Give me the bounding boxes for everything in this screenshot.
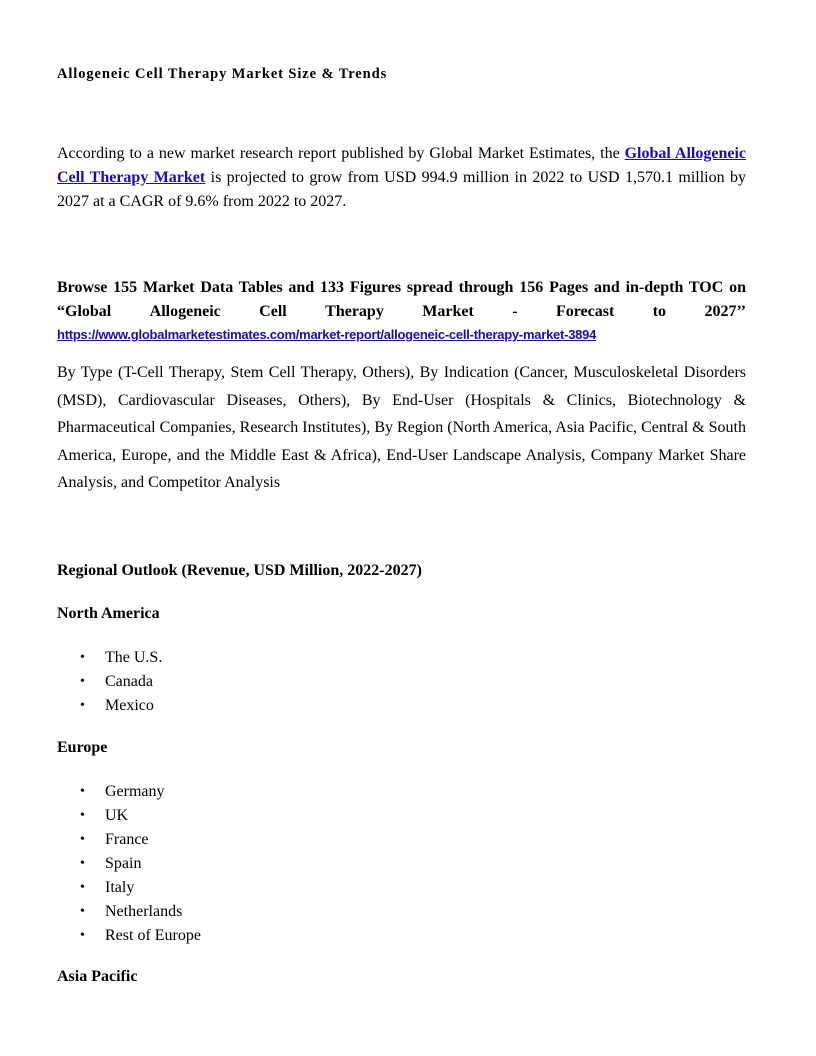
country-label: Mexico (105, 697, 154, 714)
north-america-list (57, 646, 162, 718)
browse-paragraph (57, 276, 746, 324)
country-label: Canada (105, 673, 153, 690)
country-label: Italy (105, 879, 135, 896)
country-label: Netherlands (105, 903, 183, 920)
browse-word: - (512, 303, 518, 320)
browse-word: 2027’’ (704, 303, 746, 320)
page-title: Allogeneic Cell Therapy Market Size & Trends (57, 66, 388, 82)
browse-line-2 (57, 300, 746, 324)
country-label: Rest of Europe (105, 927, 201, 944)
list-item (57, 804, 201, 828)
browse-word: “Global (57, 303, 112, 320)
list-item (57, 780, 201, 804)
list-item (57, 670, 162, 694)
list-item (57, 694, 162, 718)
country-label: Germany (105, 783, 165, 800)
bullet-icon: • (80, 904, 85, 919)
list-item (57, 876, 201, 900)
bullet-icon: • (80, 880, 85, 895)
bullet-icon: • (80, 674, 85, 689)
bullet-icon: • (80, 928, 85, 943)
segments-paragraph: By Type (T-Cell Therapy, Stem Cell Therapy, Others), By Indication (Cancer, Musculoskeletal Disorders (MSD), Cardiovascular Diseases, Others), By End-User (Hospitals & Clinics, Biotechnology & Pharmaceutical Companies, Research Institutes), By Region (North America, Asia Pacific, Central & South America, Europe, and the Middle East & Africa), End-User Landscape Analysis, Company Market Share Analysis, and Competitor Analysis (57, 364, 746, 492)
country-label: The U.S. (105, 649, 163, 666)
list-item (57, 900, 201, 924)
browse-word: Therapy (325, 303, 384, 320)
europe-heading: Europe (57, 739, 108, 756)
country-label: France (105, 831, 149, 848)
report-url-link[interactable]: https://www.globalmarketestimates.com/market-report/allogeneic-cell-therapy-market-3894 (57, 327, 597, 342)
list-item (57, 924, 201, 948)
asia-pacific-heading: Asia Pacific (57, 968, 138, 985)
browse-word: Allogeneic (149, 303, 221, 320)
europe-list (57, 780, 201, 948)
market-link[interactable]: Global Allogeneic Cell Therapy Market (57, 145, 746, 186)
bullet-icon: • (80, 650, 85, 665)
browse-word: to (652, 303, 667, 320)
bullet-icon: • (80, 784, 85, 799)
intro-paragraph (57, 142, 746, 214)
list-item (57, 828, 201, 852)
bullet-icon: • (80, 808, 85, 823)
bullet-icon: • (80, 832, 85, 847)
browse-word: Forecast (555, 303, 615, 320)
country-label: UK (105, 807, 129, 824)
bullet-icon: • (80, 698, 85, 713)
list-item (57, 646, 162, 670)
intro-text-after: is projected to grow from USD 994.9 million in 2022 to USD 1,570.1 million by 2027 at a CAGR of 9.6% from 2022 to 2027. (57, 169, 746, 210)
browse-word: Cell (259, 303, 287, 320)
list-item (57, 852, 201, 876)
regional-outlook-heading: Regional Outlook (Revenue, USD Million, 2022-2027) (57, 562, 422, 579)
browse-line-1: Browse 155 Market Data Tables and 133 Figures spread through 156 Pages and in-depth TOC on (57, 279, 746, 296)
north-america-heading: North America (57, 605, 160, 622)
bullet-icon: • (80, 856, 85, 871)
browse-word: Market (422, 303, 474, 320)
intro-text-before: According to a new market research report published by Global Market Estimates, the (57, 145, 625, 162)
country-label: Spain (105, 855, 142, 872)
